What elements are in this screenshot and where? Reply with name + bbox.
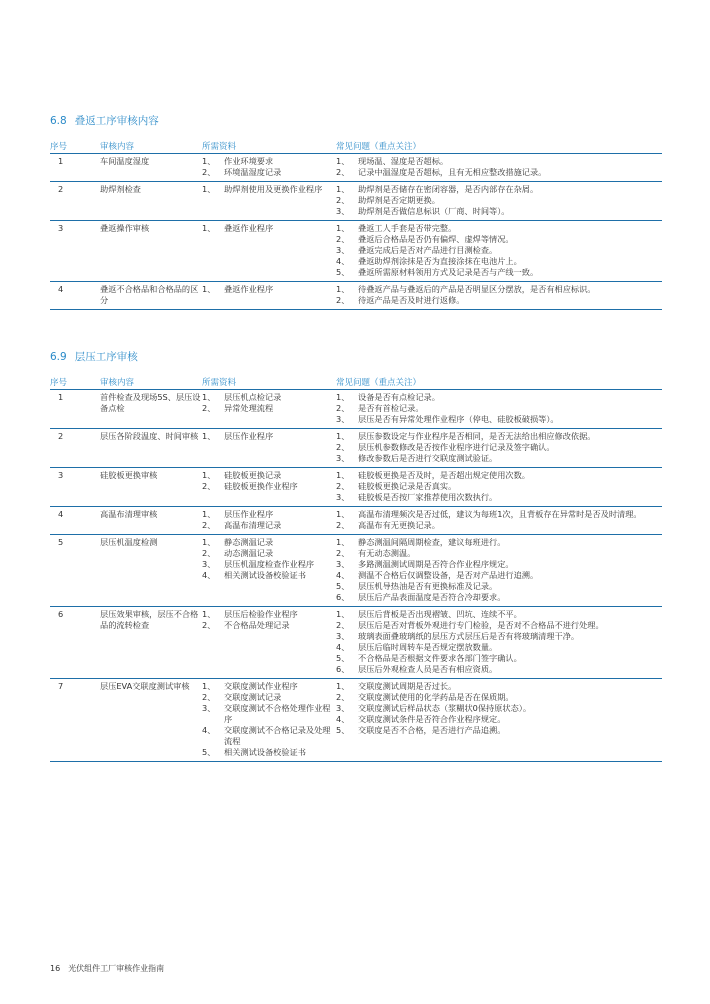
table-row: [50, 535, 662, 607]
doc-item-text: 层压后检验作业程序: [224, 609, 298, 619]
audit-content: 助焊剂检查: [100, 184, 141, 194]
table-row: [50, 468, 662, 507]
section-heading: 层压工序审核: [74, 351, 138, 363]
issue-item-text: 层压是否有异常处理作业程序（停电、硅胶板破损等）。: [358, 414, 559, 424]
issue-item-text: 助焊剂是否储存在密闭容器，是否内部存在杂屑。: [358, 184, 539, 194]
issue-item: [336, 167, 662, 178]
doc-item-text: 异常处理流程: [224, 403, 274, 413]
doc-item-text: 助焊剂使用及更换作业程序: [224, 184, 323, 194]
issue-item-marker: 2、: [336, 403, 350, 413]
issue-item: [336, 431, 662, 442]
issue-item-marker: 3、: [336, 631, 350, 641]
doc-item: [202, 284, 336, 295]
doc-item-marker: 2、: [202, 167, 216, 177]
doc-item-marker: 2、: [202, 692, 216, 702]
issue-item: [336, 592, 662, 603]
issue-item-marker: 3、: [336, 245, 350, 255]
doc-item-marker: 1、: [202, 431, 216, 441]
table-row: [50, 390, 662, 429]
issue-item-marker: 1、: [336, 184, 350, 194]
issue-item: [336, 653, 662, 664]
table-row: [50, 679, 662, 762]
doc-item: [202, 481, 336, 492]
column-header: 常见问题（重点关注）: [336, 378, 422, 388]
issue-item: [336, 570, 662, 581]
issue-item: [336, 234, 662, 245]
issue-item-text: 测温不合格后仅调整设备，是否对产品进行追溯。: [358, 570, 539, 580]
issue-item-text: 层压机导热油是否有更换标准及记录。: [358, 581, 498, 591]
issue-item-text: 硅胶板是否按厂家推荐使用次数执行。: [358, 492, 498, 502]
issue-item: [336, 284, 662, 295]
issue-item: [336, 714, 662, 725]
doc-item: [202, 403, 336, 414]
issue-item: [336, 642, 662, 653]
doc-item-marker: 1、: [202, 609, 216, 619]
common-issues: [336, 681, 662, 758]
issue-item-marker: 3、: [336, 414, 350, 424]
doc-item: [202, 184, 336, 195]
issue-item: [336, 223, 662, 234]
column-header: 审核内容: [100, 378, 135, 388]
doc-item-marker: 1、: [202, 156, 216, 166]
row-number: 5: [58, 537, 64, 547]
issue-item-marker: 1、: [336, 609, 350, 619]
issue-item-text: 现场温、湿度是否超标。: [358, 156, 449, 166]
doc-item: [202, 392, 336, 403]
doc-item: [202, 537, 336, 548]
issue-item-text: 叠返助焊剂涂抹是否为直接涂抹在电池片上。: [358, 256, 522, 266]
doc-item: [202, 223, 336, 234]
issue-item: [336, 267, 662, 278]
issue-item: [336, 703, 662, 714]
doc-item-text: 硅胶板更换记录: [224, 470, 282, 480]
issue-item-text: 硅胶板更换记录是否真实。: [358, 481, 457, 491]
issue-item-text: 高温布有无更换记录。: [358, 520, 440, 530]
doc-item: [202, 570, 336, 581]
issue-item: [336, 156, 662, 167]
doc-item-marker: 1、: [202, 470, 216, 480]
table-row: [50, 182, 662, 221]
doc-item-marker: 3、: [202, 703, 216, 713]
issue-item-text: 是否有首检记录。: [358, 403, 424, 413]
doc-item-marker: 2、: [202, 481, 216, 491]
doc-item-marker: 2、: [202, 403, 216, 413]
issue-item-marker: 6、: [336, 664, 350, 674]
issue-item-text: 硅胶板更换是否及时，是否超出规定使用次数。: [358, 470, 530, 480]
issue-item-marker: 4、: [336, 256, 350, 266]
issue-item-text: 玻璃表面叠玻璃纸的层压方式层压后是否有将玻璃清理干净。: [358, 631, 580, 641]
row-number: 1: [58, 156, 64, 166]
doc-item: [202, 703, 336, 725]
issue-item-text: 交联度测试使用的化学药品是否在保质期。: [358, 692, 514, 702]
doc-item: [202, 725, 336, 747]
common-issues: [336, 509, 662, 531]
issue-item-marker: 2、: [336, 195, 350, 205]
doc-item: [202, 681, 336, 692]
doc-item-text: 作业环境要求: [224, 156, 274, 166]
required-docs: [202, 156, 336, 178]
section-title: [50, 113, 662, 129]
issue-item-marker: 3、: [336, 559, 350, 569]
doc-item-marker: 2、: [202, 620, 216, 630]
doc-item-text: 不合格品处理记录: [224, 620, 290, 630]
doc-item-text: 交联度测试不合格记录及处理流程: [224, 725, 331, 746]
doc-item: [202, 156, 336, 167]
issue-item: [336, 442, 662, 453]
doc-item-marker: 2、: [202, 520, 216, 530]
column-header: 序号: [50, 142, 68, 152]
doc-item-marker: 1、: [202, 509, 216, 519]
doc-item-marker: 1、: [202, 284, 216, 294]
column-header: 所需资料: [202, 142, 237, 152]
issue-item: [336, 609, 662, 620]
issue-item-marker: 1、: [336, 431, 350, 441]
column-header: 常见问题（重点关注）: [336, 142, 422, 152]
issue-item: [336, 195, 662, 206]
issue-item-text: 助焊剂是否做信息标识（厂商、时间等）。: [358, 206, 510, 216]
section-number: 6.9: [50, 351, 67, 363]
issue-item-marker: 6、: [336, 592, 350, 602]
table-row: [50, 282, 662, 310]
audit-content: 叠返操作审核: [100, 223, 150, 233]
issue-item-marker: 2、: [336, 548, 350, 558]
issue-item-text: 交联度测试条件是否符合作业程序规定。: [358, 714, 506, 724]
doc-item-marker: 1、: [202, 537, 216, 547]
section-heading: 叠返工序审核内容: [74, 115, 159, 127]
doc-item-text: 硅胶板更换作业程序: [224, 481, 298, 491]
doc-item-marker: 1、: [202, 223, 216, 233]
issue-item-text: 修改参数后是否进行交联度测试验证。: [358, 453, 498, 463]
page-number: 16: [50, 964, 61, 973]
issue-item-marker: 2、: [336, 520, 350, 530]
common-issues: [336, 537, 662, 603]
section-6-9: [50, 349, 662, 762]
table-row: [50, 221, 662, 282]
issue-item-text: 设备是否有点检记录。: [358, 392, 440, 402]
issue-item: [336, 620, 662, 631]
issue-item-marker: 3、: [336, 703, 350, 713]
doc-item-text: 静态测温记录: [224, 537, 274, 547]
required-docs: [202, 284, 336, 306]
doc-item-text: 高温布清理记录: [224, 520, 282, 530]
common-issues: [336, 392, 662, 425]
issue-item: [336, 725, 662, 736]
row-number: 3: [58, 470, 64, 480]
doc-item-text: 层压机点检记录: [224, 392, 282, 402]
column-header: 审核内容: [100, 142, 135, 152]
doc-item-text: 叠返作业程序: [224, 223, 274, 233]
issue-item-marker: 5、: [336, 653, 350, 663]
common-issues: [336, 470, 662, 503]
row-number: 2: [58, 184, 64, 194]
common-issues: [336, 223, 662, 278]
issue-item: [336, 492, 662, 503]
issue-item-marker: 1、: [336, 223, 350, 233]
issue-item-marker: 5、: [336, 581, 350, 591]
table-row: [50, 507, 662, 535]
page-footer: [50, 963, 164, 974]
doc-item-text: 环境温湿度记录: [224, 167, 282, 177]
audit-content: 层压效果审核，层压不合格品的流转检查: [100, 609, 199, 630]
issue-item-text: 记录中温湿度是否超标，且有无相应整改措施记录。: [358, 167, 547, 177]
footer-title: 光伏组件工厂审核作业指南: [68, 964, 165, 973]
issue-item-marker: 2、: [336, 620, 350, 630]
doc-item-text: 交联度测试作业程序: [224, 681, 298, 691]
doc-item-marker: 3、: [202, 559, 216, 569]
required-docs: [202, 223, 336, 278]
required-docs: [202, 392, 336, 425]
row-number: 7: [58, 681, 64, 691]
column-header: 序号: [50, 378, 68, 388]
issue-item: [336, 184, 662, 195]
doc-item: [202, 167, 336, 178]
issue-item: [336, 520, 662, 531]
audit-content: 层压机温度检测: [100, 537, 158, 547]
required-docs: [202, 184, 336, 217]
table-row: [50, 154, 662, 182]
issue-item: [336, 537, 662, 548]
common-issues: [336, 156, 662, 178]
doc-item-text: 相关测试设备校验证书: [224, 747, 306, 757]
issue-item-marker: 5、: [336, 267, 350, 277]
issue-item-text: 层压参数设定与作业程序是否相同，是否无法给出相应修改依据。: [358, 431, 596, 441]
doc-item-text: 交联度测试记录: [224, 692, 282, 702]
issue-item: [336, 548, 662, 559]
doc-item: [202, 692, 336, 703]
issue-item-text: 助焊剂是否定期更换。: [358, 195, 440, 205]
doc-item-marker: 2、: [202, 548, 216, 558]
issue-item: [336, 681, 662, 692]
audit-content: 层压各阶段温度、时间审核: [100, 431, 199, 441]
doc-item: [202, 509, 336, 520]
issue-item-text: 层压后外观检查人员是否有相应资质。: [358, 664, 498, 674]
issue-item-marker: 2、: [336, 481, 350, 491]
common-issues: [336, 184, 662, 217]
issue-item-marker: 2、: [336, 442, 350, 452]
issue-item: [336, 392, 662, 403]
section-number: 6.8: [50, 115, 67, 127]
issue-item: [336, 206, 662, 217]
doc-item: [202, 548, 336, 559]
column-header: 所需资料: [202, 378, 237, 388]
issue-item-marker: 1、: [336, 681, 350, 691]
required-docs: [202, 681, 336, 758]
row-number: 3: [58, 223, 64, 233]
issue-item-text: 交联度测试周期是否过长。: [358, 681, 457, 691]
audit-content: 首件检查及现场5S、层压设备点检: [100, 392, 201, 413]
required-docs: [202, 470, 336, 503]
issue-item-marker: 3、: [336, 453, 350, 463]
issue-item-text: 待叠返产品与叠返后的产品是否明显区分摆放，是否有相应标识。: [358, 284, 596, 294]
issue-item-text: 交联度测试后样品状态（浆糊状0保持原状态）。: [358, 703, 532, 713]
issue-item-marker: 2、: [336, 295, 350, 305]
issue-item-marker: 5、: [336, 725, 350, 735]
common-issues: [336, 431, 662, 464]
doc-item-marker: 1、: [202, 184, 216, 194]
issue-item-text: 交联度是否不合格，是否进行产品追溯。: [358, 725, 506, 735]
issue-item-marker: 1、: [336, 156, 350, 166]
doc-item: [202, 609, 336, 620]
issue-item-text: 叠返完成后是否对产品进行目测检查。: [358, 245, 498, 255]
issue-item-marker: 4、: [336, 642, 350, 652]
issue-item: [336, 403, 662, 414]
doc-item-marker: 4、: [202, 570, 216, 580]
issue-item-text: 多路测温测试周期是否符合作业程序规定。: [358, 559, 514, 569]
doc-item-marker: 5、: [202, 747, 216, 757]
issue-item-marker: 2、: [336, 234, 350, 244]
issue-item: [336, 470, 662, 481]
issue-item-marker: 2、: [336, 692, 350, 702]
issue-item: [336, 481, 662, 492]
required-docs: [202, 537, 336, 603]
table-row: [50, 607, 662, 679]
issue-item: [336, 631, 662, 642]
issue-item-marker: 4、: [336, 570, 350, 580]
doc-item: [202, 520, 336, 531]
required-docs: [202, 609, 336, 675]
audit-content: 高温布清理审核: [100, 509, 158, 519]
row-number: 4: [58, 509, 64, 519]
issue-item: [336, 559, 662, 570]
issue-item-marker: 1、: [336, 392, 350, 402]
issue-item-marker: 3、: [336, 206, 350, 216]
table-header: [50, 377, 662, 390]
row-number: 1: [58, 392, 64, 402]
required-docs: [202, 509, 336, 531]
issue-item-marker: 1、: [336, 284, 350, 294]
row-number: 4: [58, 284, 64, 294]
doc-item-marker: 4、: [202, 725, 216, 735]
issue-item: [336, 664, 662, 675]
doc-item: [202, 559, 336, 570]
issue-item-marker: 1、: [336, 509, 350, 519]
issue-item: [336, 414, 662, 425]
doc-item: [202, 620, 336, 631]
issue-item-text: 叠返后合格品是否仍有偏焊、虚焊等情况。: [358, 234, 514, 244]
issue-item-text: 层压机参数修改是否按作业程序进行记录及签字确认。: [358, 442, 555, 452]
doc-item: [202, 431, 336, 442]
section-6-8: [50, 113, 662, 310]
issue-item-text: 静态测温间隔周期检查，建议每班进行。: [358, 537, 506, 547]
common-issues: [336, 284, 662, 306]
doc-item-text: 层压机温度检查作业程序: [224, 559, 315, 569]
doc-item-text: 层压作业程序: [224, 509, 274, 519]
doc-item-text: 交联度测试不合格处理作业程序: [224, 703, 331, 724]
audit-content: 车间温度湿度: [100, 156, 150, 166]
issue-item-text: 层压后是否对背板外观进行专门检验，是否对不合格品不进行处理。: [358, 620, 604, 630]
table-header: [50, 141, 662, 154]
issue-item-text: 有无动态测温。: [358, 548, 416, 558]
issue-item: [336, 692, 662, 703]
doc-item: [202, 470, 336, 481]
issue-item-marker: 1、: [336, 537, 350, 547]
doc-item-text: 层压作业程序: [224, 431, 274, 441]
issue-item: [336, 581, 662, 592]
issue-item-text: 层压后产品表面温度是否符合冷却要求。: [358, 592, 506, 602]
issue-item-marker: 1、: [336, 470, 350, 480]
table-row: [50, 429, 662, 468]
row-number: 6: [58, 609, 64, 619]
section-title: [50, 349, 662, 365]
issue-item-text: 不合格品是否根据文件要求各部门签字确认。: [358, 653, 522, 663]
issue-item: [336, 453, 662, 464]
required-docs: [202, 431, 336, 464]
issue-item-text: 层压后临时周转车是否规定摆放数量。: [358, 642, 498, 652]
doc-item-marker: 1、: [202, 681, 216, 691]
issue-item: [336, 295, 662, 306]
issue-item-text: 叠返所需原材料领用方式及记录是否与产线一致。: [358, 267, 539, 277]
doc-item: [202, 747, 336, 758]
audit-content: 层压EVA交联度测试审核: [100, 681, 190, 691]
issue-item-text: 高温布清理频次是否过低，建议为每班1次，且背板存在异常时是否及时清理。: [358, 509, 642, 519]
issue-item-marker: 4、: [336, 714, 350, 724]
doc-item-marker: 1、: [202, 392, 216, 402]
issue-item-marker: 2、: [336, 167, 350, 177]
common-issues: [336, 609, 662, 675]
issue-item-text: 待返产品是否及时进行返修。: [358, 295, 465, 305]
doc-item-text: 叠返作业程序: [224, 284, 274, 294]
issue-item-marker: 3、: [336, 492, 350, 502]
issue-item: [336, 256, 662, 267]
issue-item: [336, 245, 662, 256]
doc-item-text: 动态测温记录: [224, 548, 274, 558]
issue-item-text: 叠返工人手套是否带完整。: [358, 223, 457, 233]
audit-content: 硅胶板更换审核: [100, 470, 158, 480]
issue-item-text: 层压后背板是否出现褶皱、凹坑、连续不平。: [358, 609, 522, 619]
row-number: 2: [58, 431, 64, 441]
doc-item-text: 相关测试设备校验证书: [224, 570, 306, 580]
issue-item: [336, 509, 662, 520]
audit-content: 叠返不合格品和合格品的区分: [100, 284, 199, 305]
